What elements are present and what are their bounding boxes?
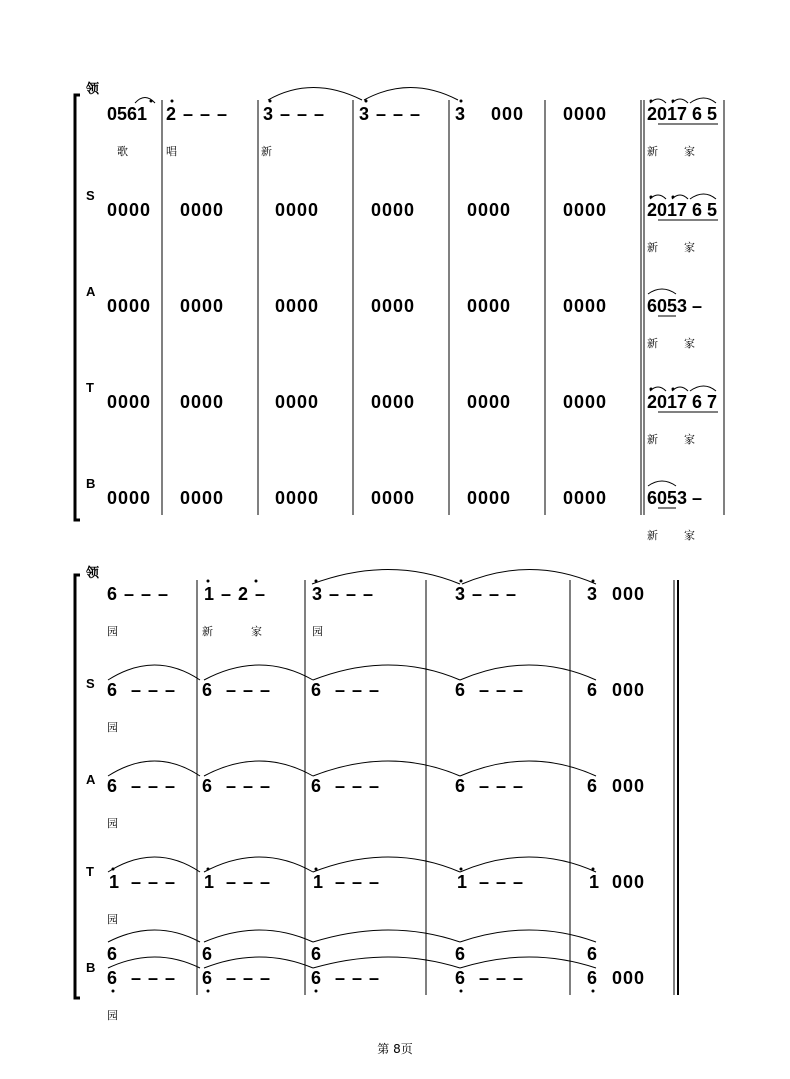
lyric: 新 (647, 433, 658, 446)
part-label-lead: 领 (86, 81, 100, 96)
lead2-measure-4: 3 – – – (455, 584, 518, 604)
part-label-lead-2: 领 (86, 565, 100, 580)
lyric: 园 (107, 913, 118, 926)
lyric: 家 (684, 529, 695, 542)
lead2-measure-3: 3 – – – (312, 584, 375, 604)
a2-dashes: – – – (335, 776, 381, 796)
s2-note: 6 (202, 680, 214, 700)
lead-measure-3: 3 – – – (263, 104, 326, 124)
lyric: 家 (684, 337, 695, 350)
lead2-measure-2: 1 – 2 – (204, 584, 267, 604)
lyric: 歌 (117, 145, 128, 158)
part-label-b-2: B (86, 960, 96, 975)
b2-rest: 000 (612, 968, 646, 988)
b-rest: 0000 (467, 488, 512, 508)
a-rest: 0000 (467, 296, 512, 316)
a2-dashes: – – – (226, 776, 272, 796)
s-end: 2017 6 5 (647, 200, 718, 220)
b-rest: 0000 (371, 488, 416, 508)
s2-note: 6 (107, 680, 119, 700)
lyric: 园 (107, 817, 118, 830)
lead-measure-7: 2017 6 5 (647, 104, 718, 124)
b2-top-note: 6 (455, 944, 467, 964)
t-rest: 0000 (180, 392, 225, 412)
s-rest: 0000 (563, 200, 608, 220)
lyric: 新 (647, 337, 658, 350)
t2-note: 1 (457, 872, 469, 892)
s2-dashes: – – – (131, 680, 177, 700)
lyric: 家 (684, 433, 695, 446)
lead-measure-1: 0561 (107, 104, 148, 124)
b2-note: 6 (107, 968, 119, 988)
t2-note: 1 (204, 872, 216, 892)
lead2-measure-5-rest: 000 (612, 584, 646, 604)
a-end: 6053 – (647, 296, 703, 316)
page-number: 第 8页 (377, 1042, 413, 1056)
t2-note: 1 (109, 872, 121, 892)
lead-measure-6: 0000 (563, 104, 608, 124)
part-label-a: A (86, 284, 96, 299)
b2-note: 6 (311, 968, 323, 988)
t2-note: 1 (589, 872, 601, 892)
b2-top-note: 6 (311, 944, 323, 964)
a-rest: 0000 (180, 296, 225, 316)
b-rest: 0000 (563, 488, 608, 508)
b2-top-note: 6 (587, 944, 599, 964)
s2-dashes: – – – (226, 680, 272, 700)
a2-note: 6 (311, 776, 323, 796)
lyric: 新 (261, 145, 272, 158)
part-label-b: B (86, 476, 96, 491)
a2-rest: 000 (612, 776, 646, 796)
b2-dashes: – – – (226, 968, 272, 988)
b2-top-note: 6 (202, 944, 214, 964)
lyric: 家 (251, 625, 262, 638)
t2-dashes: – – – (131, 872, 177, 892)
b-rest: 0000 (275, 488, 320, 508)
a2-note: 6 (587, 776, 599, 796)
t2-dashes: – – – (335, 872, 381, 892)
lyric: 园 (107, 625, 118, 638)
t-end: 2017 6 7 (647, 392, 718, 412)
lead2-measure-1: 6 – – – (107, 584, 170, 604)
part-label-s: S (86, 188, 95, 203)
lyric: 园 (312, 625, 323, 638)
b-end: 6053 – (647, 488, 703, 508)
s-rest: 0000 (275, 200, 320, 220)
s-rest: 0000 (107, 200, 152, 220)
b-rest: 0000 (180, 488, 225, 508)
lead2-measure-5-note: 3 (587, 584, 599, 604)
lyric: 唱 (166, 145, 177, 158)
t2-note: 1 (313, 872, 325, 892)
s2-note: 6 (587, 680, 599, 700)
s2-note: 6 (311, 680, 323, 700)
lead-measure-5-note: 3 (455, 104, 467, 124)
system-2-bracket (75, 575, 80, 998)
a2-dashes: – – – (131, 776, 177, 796)
t-rest: 0000 (275, 392, 320, 412)
lyric: 园 (107, 1009, 118, 1022)
b2-note: 6 (587, 968, 599, 988)
lyric: 新 (647, 529, 658, 542)
b2-note: 6 (455, 968, 467, 988)
s2-dashes: – – – (479, 680, 525, 700)
lyric: 新 (647, 241, 658, 254)
a2-note: 6 (455, 776, 467, 796)
s2-note: 6 (455, 680, 467, 700)
s2-dashes: – – – (335, 680, 381, 700)
lyric: 家 (684, 241, 695, 254)
s2-rest: 000 (612, 680, 646, 700)
part-label-t-2: T (86, 864, 94, 879)
a-rest: 0000 (563, 296, 608, 316)
lyric: 园 (107, 721, 118, 734)
b2-note: 6 (202, 968, 214, 988)
part-label-t: T (86, 380, 94, 395)
b2-top-note: 6 (107, 944, 119, 964)
part-label-s-2: S (86, 676, 95, 691)
s-rest: 0000 (180, 200, 225, 220)
lead-measure-5-rest: 000 (491, 104, 525, 124)
lyric: 家 (684, 145, 695, 158)
b2-dashes: – – – (335, 968, 381, 988)
a2-note: 6 (202, 776, 214, 796)
t2-rest: 000 (612, 872, 646, 892)
t2-dashes: – – – (226, 872, 272, 892)
part-label-a-2: A (86, 772, 96, 787)
system-1-bracket (75, 95, 80, 520)
t-rest: 0000 (563, 392, 608, 412)
b-rest: 0000 (107, 488, 152, 508)
t-rest: 0000 (371, 392, 416, 412)
t-rest: 0000 (467, 392, 512, 412)
a-rest: 0000 (275, 296, 320, 316)
a-rest: 0000 (107, 296, 152, 316)
b2-dashes: – – – (479, 968, 525, 988)
t2-dashes: – – – (479, 872, 525, 892)
s-rest: 0000 (371, 200, 416, 220)
s-rest: 0000 (467, 200, 512, 220)
a2-note: 6 (107, 776, 119, 796)
a-rest: 0000 (371, 296, 416, 316)
lyric: 新 (202, 625, 213, 638)
lyric: 新 (647, 145, 658, 158)
t-rest: 0000 (107, 392, 152, 412)
b2-dashes: – – – (131, 968, 177, 988)
a2-dashes: – – – (479, 776, 525, 796)
lead-measure-2: 2 – – – (166, 104, 229, 124)
lead-measure-4: 3 – – – (359, 104, 422, 124)
